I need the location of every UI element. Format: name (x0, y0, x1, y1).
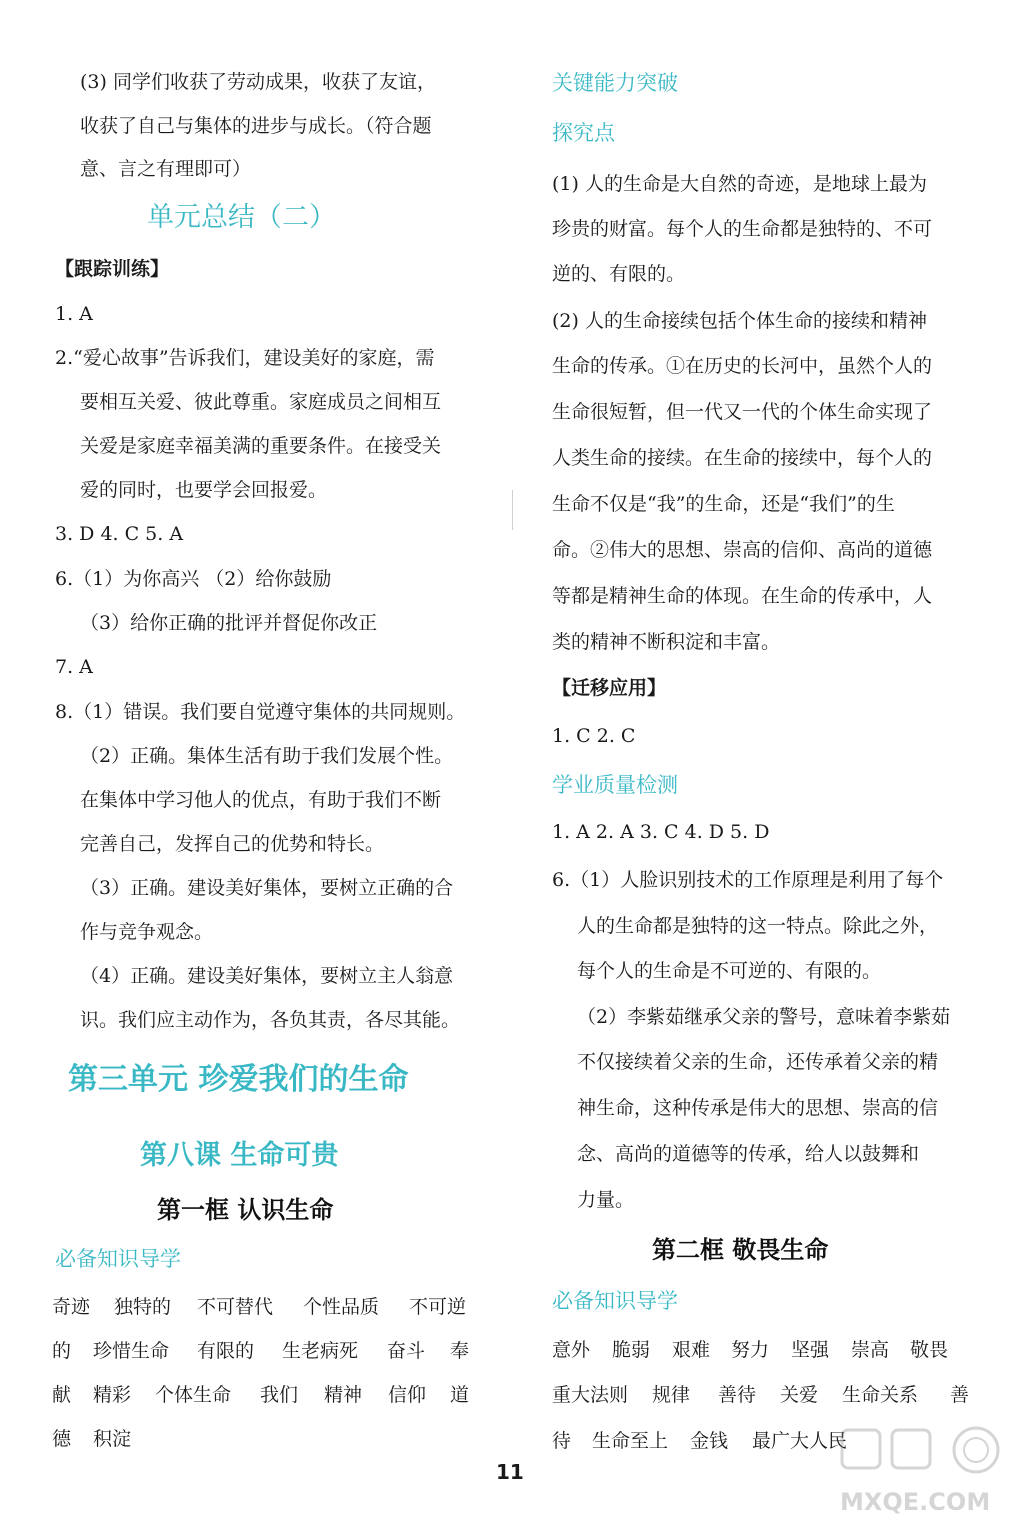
answer-2-line-4: 爱的同时，也要学会回报爱。 (80, 479, 328, 501)
keyword: 待 (552, 1430, 572, 1452)
frame-2-title: 第二框 敬畏生命 (652, 1236, 829, 1264)
answer-3-line-2: 收获了自己与集体的进步与成长。（符合题 (80, 115, 432, 137)
explore-2-line-1: (2) 人的生命接续包括个体生命的接续和精神 (552, 310, 927, 332)
unit-3-title: 第三单元 珍爱我们的生命 (68, 1062, 409, 1097)
quality-6-line-6: 神生命，这种传承是伟大的思想、崇高的信 (577, 1097, 939, 1119)
quality-6-line-1: 6.（1）人脸识别技术的工作原理是利用了每个 (552, 869, 944, 891)
watermark-char-box (842, 1430, 880, 1468)
explore-2-line-3: 生命很短暂，但一代又一代的个体生命实现了 (552, 401, 933, 423)
answer-8-line-1: 8.（1）错误。我们要自觉遵守集体的共同规则。 (55, 701, 466, 723)
knowledge-guide-heading: 必备知识导学 (55, 1247, 181, 1271)
explore-2-line-4: 人类生命的接续。在生命的接续中，每个人的 (552, 447, 933, 469)
answer-2-line-1: 2.“爱心故事”告诉我们，建设美好的家庭，需 (55, 347, 435, 369)
keyword: 精彩 (93, 1384, 132, 1406)
keyword: 个体生命 (155, 1384, 232, 1406)
quality-6-line-3: 每个人的生命是不可逆的、有限的。 (577, 960, 882, 982)
keyword: 最广大人民 (752, 1430, 848, 1452)
key-ability-heading: 关键能力突破 (552, 71, 678, 95)
lesson-8-title: 第八课 生命可贵 (140, 1140, 339, 1171)
answer-6-line-1: 6.（1）为你高兴 （2）给你鼓励 (55, 568, 332, 590)
explore-2-line-8: 类的精神不断积淀和丰富。 (552, 631, 781, 653)
answer-3-line-1: (3) 同学们收获了劳动成果，收获了友谊， (80, 71, 436, 93)
quality-6-line-2: 人的生命都是独特的这一特点。除此之外， (577, 915, 939, 937)
quality-6-line-5: 不仅接续着父亲的生命，还传承着父亲的精 (577, 1051, 939, 1073)
keyword: 坚强 (791, 1339, 830, 1361)
keyword: 信仰 (388, 1384, 427, 1406)
explore-1-line-1: (1) 人的生命是大自然的奇迹，是地球上最为 (552, 173, 927, 195)
explore-1-line-3: 逆的、有限的。 (552, 263, 686, 285)
transfer-heading: 【迁移应用】 (552, 677, 667, 699)
keyword: 积淀 (93, 1428, 132, 1450)
keyword: 金钱 (690, 1430, 729, 1452)
watermark-seal-icon (954, 1428, 998, 1472)
keyword: 重大法则 (552, 1384, 629, 1406)
knowledge-guide-heading-2: 必备知识导学 (552, 1289, 678, 1313)
answer-6-line-2: （3）给你正确的批评并督促你改正 (80, 612, 378, 634)
keyword: 道 (450, 1384, 470, 1406)
quality-6-line-7: 念、高尚的道德等的传承，给人以鼓舞和 (577, 1143, 920, 1165)
quality-6-line-8: 力量。 (577, 1189, 635, 1211)
keyword: 精神 (324, 1384, 363, 1406)
explore-point-heading: 探究点 (552, 121, 615, 145)
keyword: 关爱 (780, 1384, 819, 1406)
track-training-heading: 【跟踪训练】 (55, 258, 170, 280)
keyword: 善待 (718, 1384, 757, 1406)
unit-summary-heading: 单元总结（二） (147, 202, 336, 233)
keyword: 意外 (552, 1339, 591, 1361)
keyword: 崇高 (851, 1339, 890, 1361)
answers-3-5: 3. D 4. C 5. A (55, 523, 184, 545)
answer-8-line-3: 在集体中学习他人的优点，有助于我们不断 (80, 789, 442, 811)
page-number: 11 (496, 1460, 524, 1484)
keyword: 独特的 (114, 1296, 172, 1318)
explore-2-line-7: 等都是精神生命的体现。在生命的传承中，人 (552, 585, 933, 607)
answer-1: 1. A (55, 303, 93, 325)
quality-test-heading: 学业质量检测 (552, 773, 678, 797)
keyword: 不可替代 (197, 1296, 274, 1318)
answer-8-line-4: 完善自己，发挥自己的优势和特长。 (80, 833, 385, 855)
keyword: 有限的 (197, 1340, 255, 1362)
keyword: 脆弱 (612, 1339, 651, 1361)
answer-2-line-2: 要相互关爱、彼此尊重。家庭成员之间相互 (80, 391, 442, 413)
keyword: 奋斗 (387, 1340, 426, 1362)
watermark-char-box (892, 1430, 930, 1468)
quality-answers: 1. A 2. A 3. C 4. D 5. D (552, 821, 770, 843)
explore-2-line-2: 生命的传承。①在历史的长河中，虽然个人的 (552, 355, 933, 377)
keyword: 个性品质 (303, 1296, 380, 1318)
answer-7: 7. A (55, 656, 93, 678)
watermark-text: MXQE.COM (840, 1488, 991, 1516)
keyword: 敬畏 (910, 1339, 949, 1361)
answer-8-line-8: 识。我们应主动作为，各负其责，各尽其能。 (80, 1009, 461, 1031)
answer-3-line-3: 意、言之有理即可） (80, 158, 252, 180)
answer-8-line-6: 作与竞争观念。 (80, 921, 214, 943)
keyword: 艰难 (672, 1339, 711, 1361)
column-divider (512, 490, 513, 530)
explore-1-line-2: 珍贵的财富。每个人的生命都是独特的、不可 (552, 218, 933, 240)
answer-8-line-5: （3）正确。建设美好集体，要树立正确的合 (80, 877, 454, 899)
keyword: 善 (950, 1384, 970, 1406)
answer-2-line-3: 关爱是家庭幸福美满的重要条件。在接受关 (80, 435, 442, 457)
explore-2-line-6: 命。②伟大的思想、崇高的信仰、高尚的道德 (552, 539, 933, 561)
quality-6-line-4: （2）李紫茹继承父亲的警号，意味着李紫茹 (577, 1006, 951, 1028)
keyword: 奇迹 (52, 1296, 91, 1318)
keyword: 的 (52, 1340, 72, 1362)
answer-8-line-2: （2）正确。集体生活有助于我们发展个性。 (80, 745, 454, 767)
keyword: 奉 (450, 1340, 470, 1362)
keyword: 努力 (731, 1339, 770, 1361)
watermark-logo (836, 1418, 1006, 1528)
keyword: 献 (52, 1384, 72, 1406)
answer-8-line-7: （4）正确。建设美好集体，要树立主人翁意 (80, 965, 454, 987)
keyword: 生命至上 (592, 1430, 669, 1452)
keyword: 德 (52, 1428, 72, 1450)
frame-1-title: 第一框 认识生命 (157, 1196, 334, 1224)
keyword: 生老病死 (282, 1340, 359, 1362)
keyword: 生命关系 (842, 1384, 919, 1406)
keyword: 珍惜生命 (93, 1340, 170, 1362)
keyword: 我们 (260, 1384, 299, 1406)
transfer-answers: 1. C 2. C (552, 725, 636, 747)
keyword: 不可逆 (409, 1296, 467, 1318)
explore-2-line-5: 生命不仅是“我”的生命，还是“我们”的生 (552, 493, 895, 515)
keyword: 规律 (652, 1384, 691, 1406)
